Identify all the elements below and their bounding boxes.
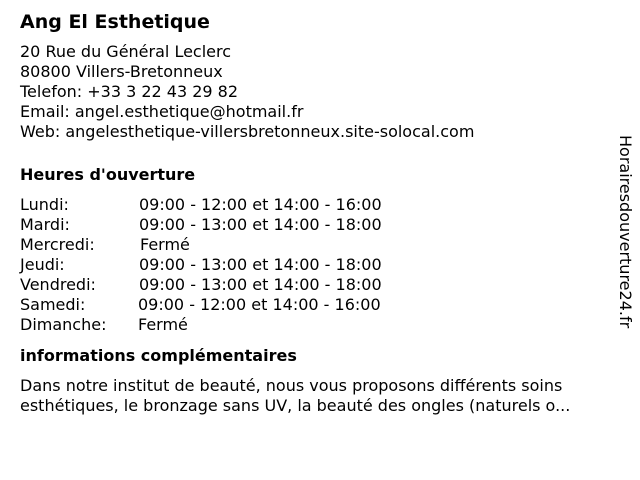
business-card [20,10,610,416]
day-label: Samedi: [20,295,86,314]
address-line-1: 20 Rue du Général Leclerc [20,42,232,61]
hours-row-saturday [20,295,610,315]
hours-row-monday [20,195,610,215]
address-line-2: 80800 Villers-Bretonneux [20,62,223,81]
day-hours: Fermé [138,315,188,334]
business-name: Ang El Esthetique [20,11,210,33]
day-label: Jeudi: [20,255,65,274]
phone-line: Telefon: +33 3 22 43 29 82 [20,82,239,101]
day-label: Mercredi: [20,235,95,254]
info-title: informations complémentaires [20,346,297,365]
day-label: Lundi: [20,195,69,214]
hours-row-thursday [20,255,610,275]
hours-table [20,195,610,335]
hours-row-friday [20,275,610,295]
day-hours: Fermé [140,235,190,254]
day-hours: 09:00 - 13:00 et 14:00 - 18:00 [139,255,382,274]
day-hours: 09:00 - 13:00 et 14:00 - 18:00 [139,275,382,294]
info-line-1: Dans notre institut de beauté, nous vous proposons différents soins [20,376,563,395]
email-line: Email: angel.esthetique@hotmail.fr [20,102,304,121]
day-label: Mardi: [20,215,70,234]
site-watermark: Horairesdouverture24.fr [616,135,635,329]
info-description [20,376,620,416]
hours-row-tuesday [20,215,610,235]
web-line: Web: angelesthetique-villersbretonneux.site-solocal.com [20,122,475,141]
day-hours: 09:00 - 12:00 et 14:00 - 16:00 [138,295,381,314]
day-hours: 09:00 - 13:00 et 14:00 - 18:00 [139,215,382,234]
day-label: Vendredi: [20,275,96,294]
hours-row-sunday [20,315,610,335]
hours-title: Heures d'ouverture [20,165,196,184]
day-label: Dimanche: [20,315,107,334]
day-hours: 09:00 - 12:00 et 14:00 - 16:00 [139,195,382,214]
info-line-2: esthétiques, le bronzage sans UV, la beauté des ongles (naturels o... [20,396,571,415]
hours-row-wednesday [20,235,610,255]
